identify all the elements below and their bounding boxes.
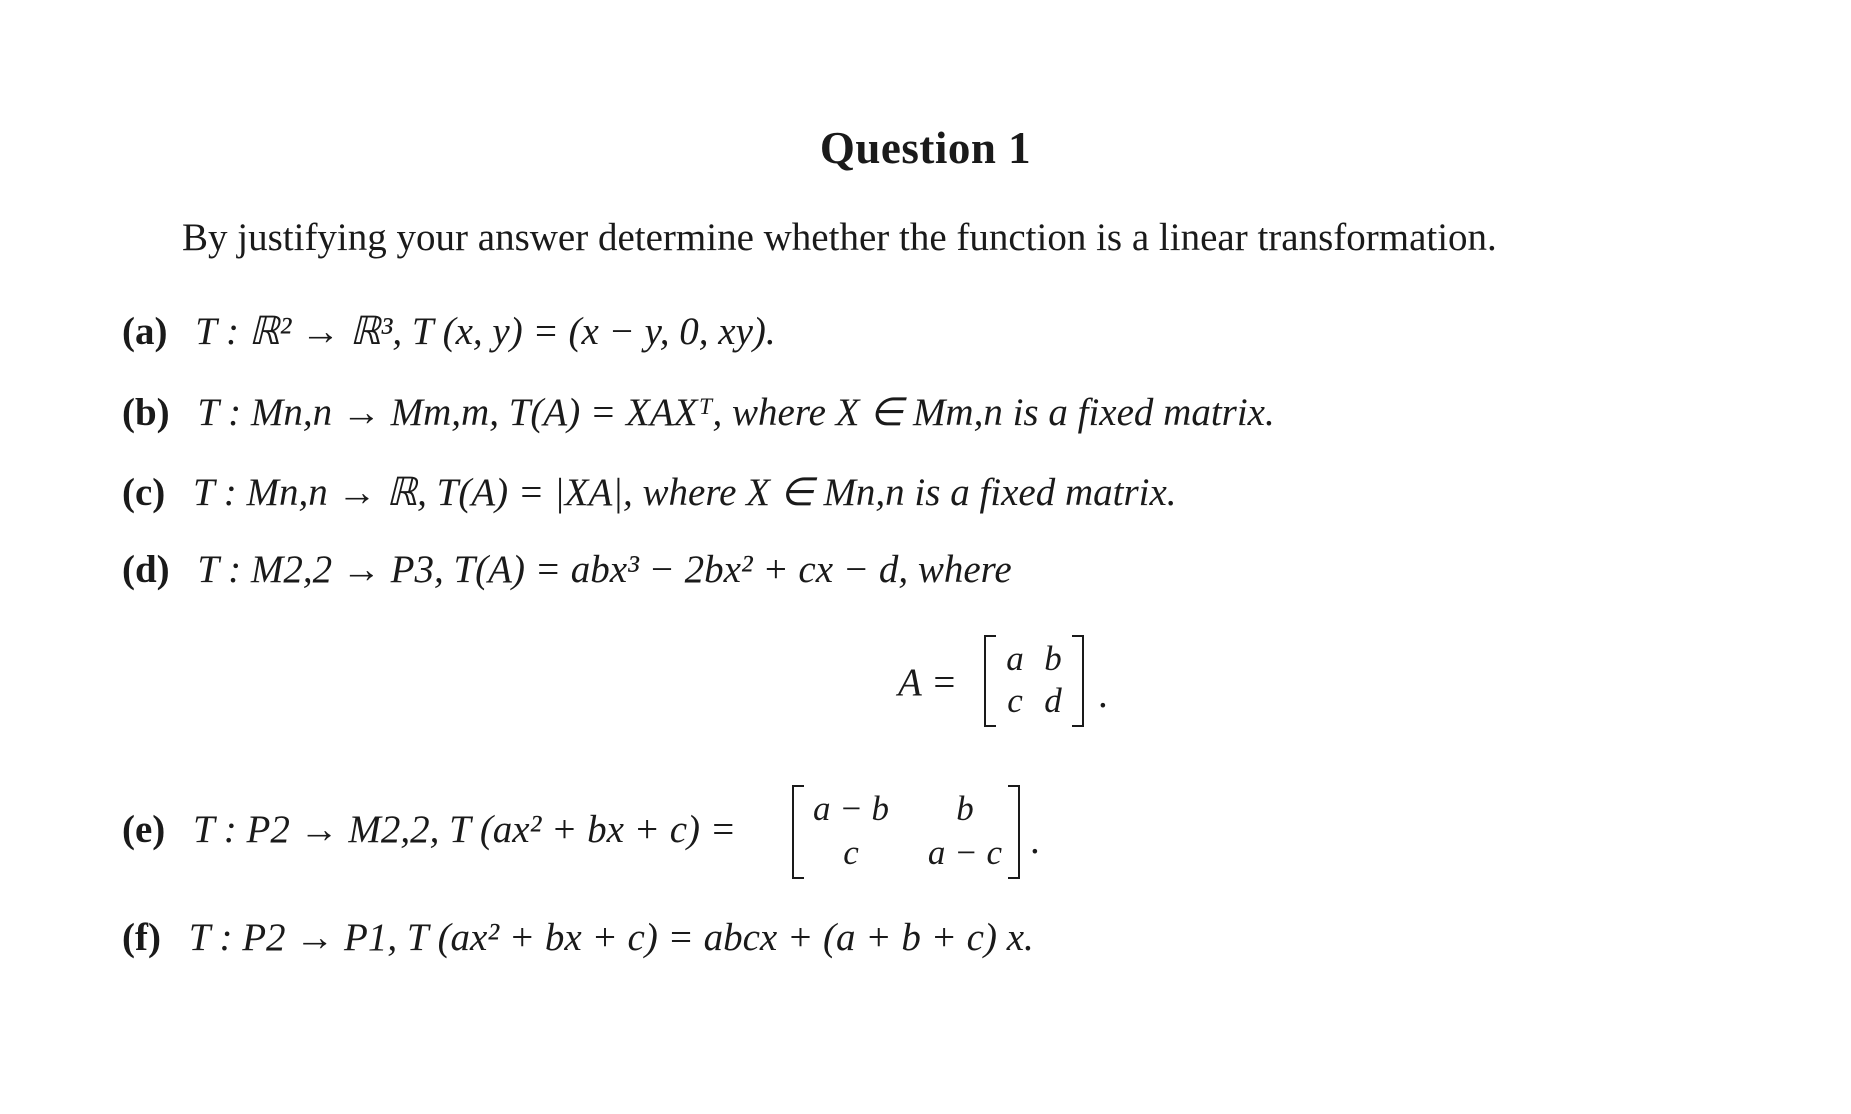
part-f-statement: T : P2 → P1, T (ax² + bx + c) = abcx + (a + b + c) x. bbox=[188, 916, 1034, 959]
part-b-label: (b) bbox=[122, 391, 170, 434]
question-title: Question 1 bbox=[819, 123, 1032, 173]
matrix-cell: a − c bbox=[927, 833, 1003, 872]
part-b bbox=[122, 393, 1275, 432]
part-e bbox=[122, 810, 736, 849]
matrix-cell: b bbox=[956, 789, 974, 828]
part-a-label: (a) bbox=[122, 310, 168, 353]
part-d bbox=[122, 550, 1012, 589]
part-d-statement: T : M2,2 → P3, T(A) = abx³ − 2bx² + cx − d, where bbox=[197, 548, 1012, 591]
part-d-matrix-lhs: A = bbox=[898, 661, 958, 704]
part-e-matrix bbox=[792, 785, 1020, 877]
matrix-cell: c bbox=[1007, 681, 1023, 720]
question-instructions: By justifying your answer determine whether the function is a linear transformation. bbox=[182, 216, 1497, 259]
part-c-statement: T : Mn,n → ℝ, T(A) = |XA|, where X ∈ Mn,n is a fixed matrix. bbox=[193, 471, 1177, 514]
part-a bbox=[122, 312, 776, 351]
part-d-matrix-period: . bbox=[1098, 673, 1108, 716]
part-e-matrix-period: . bbox=[1030, 819, 1040, 862]
part-f-label: (f) bbox=[122, 916, 161, 959]
part-d-label: (d) bbox=[122, 548, 170, 591]
part-e-statement: T : P2 → M2,2, T (ax² + bx + c) = bbox=[193, 808, 737, 851]
matrix-cell: a bbox=[1006, 639, 1024, 678]
part-c-label: (c) bbox=[122, 471, 166, 514]
part-c bbox=[122, 473, 1177, 512]
matrix-cell: b bbox=[1044, 639, 1062, 678]
left-bracket bbox=[984, 635, 996, 727]
part-d-matrix bbox=[984, 635, 1084, 725]
part-a-statement: T : ℝ² → ℝ³, T (x, y) = (x − y, 0, xy). bbox=[195, 310, 776, 353]
part-e-label: (e) bbox=[122, 808, 166, 851]
part-f bbox=[122, 918, 1034, 957]
matrix-cell: c bbox=[843, 833, 859, 872]
right-bracket bbox=[1072, 635, 1084, 727]
part-b-statement: T : Mn,n → Mm,m, T(A) = XAXᵀ, where X ∈ Mm,n is a fixed matrix. bbox=[197, 391, 1275, 434]
matrix-cell: a − b bbox=[812, 789, 890, 828]
left-bracket bbox=[792, 785, 804, 879]
matrix-cell: d bbox=[1044, 681, 1062, 720]
